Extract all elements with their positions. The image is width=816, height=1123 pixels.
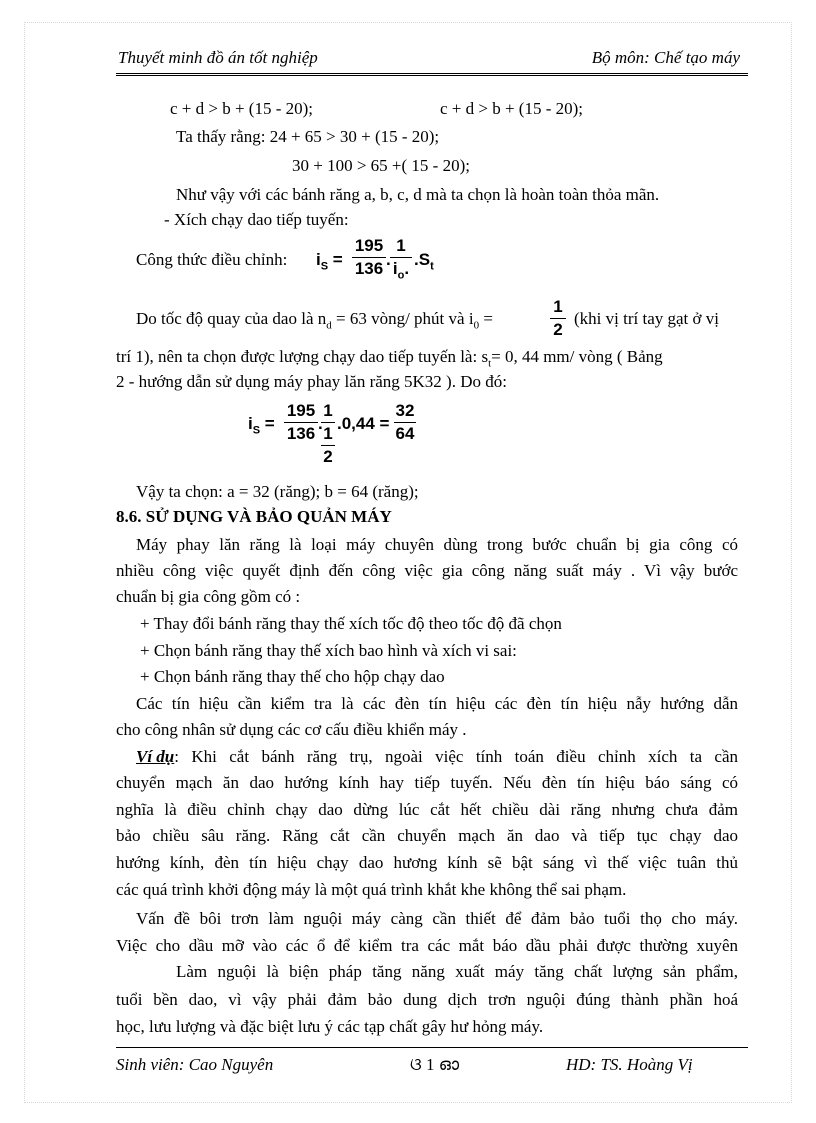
bullet-1: + Thay đổi bánh răng thay thế xích tốc độ theo tốc độ đã chọn	[140, 614, 562, 633]
header-left: Thuyết minh đồ án tốt nghiệp	[118, 48, 318, 67]
p5-line-3: học, lưu lượng và đặc biệt lưu ý các tạp chất gây hư hỏng máy.	[116, 1017, 544, 1036]
check-line-1: Ta thấy rằng: 24 + 65 > 30 + (15 - 20);	[176, 127, 440, 146]
section-heading: 8.6. SỬ DỤNG VÀ BẢO QUẢN MÁY	[116, 507, 392, 526]
formula-label: Công thức điều chỉnh:	[136, 250, 288, 269]
footer-right: HD: TS. Hoàng Vị	[566, 1055, 693, 1074]
p1-line-3: chuẩn bị gia công gồm có :	[116, 587, 301, 606]
p4-line-1: Vấn đề bôi trơn làm nguội máy càng cần thiết để đảm bảo tuổi thọ cho máy.	[136, 909, 738, 928]
p4-line-2: Việc cho dầu mỡ vào các ổ để kiểm tra các mắt báo dầu phải được thường xuyên	[116, 936, 738, 955]
p3-line-5: hướng kính, đèn tín hiệu chạy dao hương kính sẽ bật sáng vì thế việc tuân thủ	[116, 853, 738, 872]
formula-2-result: 32 64	[395, 401, 415, 443]
formula-2-frac-a: 195 136	[284, 401, 318, 444]
speed-text-b: (khi vị trí tay gạt ở vị	[574, 309, 719, 328]
speed-text-a: Do tốc độ quay của dao là $n_d = 63$ vòng/ phút và $i_0$ =	[136, 309, 493, 332]
condition-1a: c + d > b + (15 - 20);	[170, 99, 314, 118]
formula-1-frac-b: 1 $i_o$.	[390, 236, 412, 281]
footer-rule	[116, 1047, 748, 1048]
p3-line-1	[136, 747, 738, 767]
header-right: Bộ môn: Chế tạo máy	[591, 48, 740, 67]
p3-line-4: bảo chiều sâu răng. Răng cắt cần chuyển mạch ăn dao và tiếp tục chạy dao	[116, 826, 738, 845]
header-rule	[116, 73, 748, 76]
check-line-2: 30 + 100 > 65 +( 15 - 20);	[292, 156, 470, 175]
example-label: Ví dụ	[136, 747, 175, 766]
i0-fraction: 1 2	[550, 297, 566, 340]
selection-line: Vậy ta chọn: a = 32 (răng); b = 64 (răng);	[136, 482, 419, 501]
p5-line-1: Làm nguội là biện pháp tăng năng xuất máy tăng chất lượng sản phẩm,	[176, 962, 738, 981]
p2-line-1: Các tín hiệu cần kiểm tra là các đèn tín hiệu các đèn tín hiệu nẫy hướng dẫn	[136, 694, 738, 713]
p1-line-1: Máy phay lăn răng là loại máy chuyên dùng trong bước chuẩn bị gia công có	[136, 535, 738, 554]
p1-line-2: nhiều công việc quyết định đến công việc gia công năng suất máy . Vì vậy bước	[116, 561, 738, 580]
p5-line-2: tuổi bền dao, vì vậy phải đảm bảo dung dịch trơn nguội đúng thành phần hoá	[116, 990, 738, 1009]
feed-text-b: 2 - hướng dẫn sử dụng máy phay lăn răng 5K32 ). Do đó:	[116, 372, 507, 391]
condition-1b: c + d > b + (15 - 20);	[440, 99, 584, 118]
conclusion-line: Như vậy với các bánh răng a, b, c, d mà ta chọn là hoàn toàn thỏa mãn.	[176, 185, 660, 204]
formula-2-mid: .0,44 =	[337, 414, 390, 433]
p2-line-2: cho công nhân sử dụng các cơ cấu điều khiển máy .	[116, 720, 467, 739]
footer-left: Sinh viên: Cao Nguyên	[116, 1055, 274, 1074]
formula-2-frac-b: 1 1 2	[321, 401, 335, 467]
formula-2-dot: .	[318, 414, 323, 433]
formula-1-tail: $.S_t$	[414, 250, 434, 273]
formula-1-lhs: $i_S$ =	[316, 250, 343, 273]
p3-line-2: chuyển mạch ăn dao hướng kính hay tiếp tuyến. Nếu đèn tín hiệu báo sáng có	[116, 773, 738, 792]
tangent-feed-heading: - Xích chạy dao tiếp tuyến:	[164, 210, 349, 229]
feed-text-a: trí 1), nên ta chọn được lượng chạy dao tiếp tuyến là: $s_t= 0$, 44 mm/ vòng ( Bảng	[116, 347, 663, 370]
example-text: : Khi cắt bánh răng trụ, ngoài việc tính toán điều chỉnh xích ta cần	[174, 747, 738, 766]
p3-line-6: các quá trình khởi động máy là một quá trình khắt khe không thể sai phạm.	[116, 880, 627, 899]
formula-1-frac-a: 195 136	[352, 236, 386, 279]
formula-1-dot: .	[386, 250, 391, 269]
formula-2-lhs: $i_S$ =	[248, 414, 275, 437]
bullet-3: + Chọn bánh răng thay thế cho hộp chạy dao	[140, 667, 445, 686]
footer-page-number: ଓ 1 ഓ	[410, 1055, 460, 1074]
page-header	[118, 48, 740, 68]
bullet-2: + Chọn bánh răng thay thế xích bao hình và xích vi sai:	[140, 641, 517, 660]
p3-line-3: nghĩa là điều chỉnh chạy dao dừng lúc cắt hết chiều dài răng nhưng chưa đảm	[116, 800, 738, 819]
